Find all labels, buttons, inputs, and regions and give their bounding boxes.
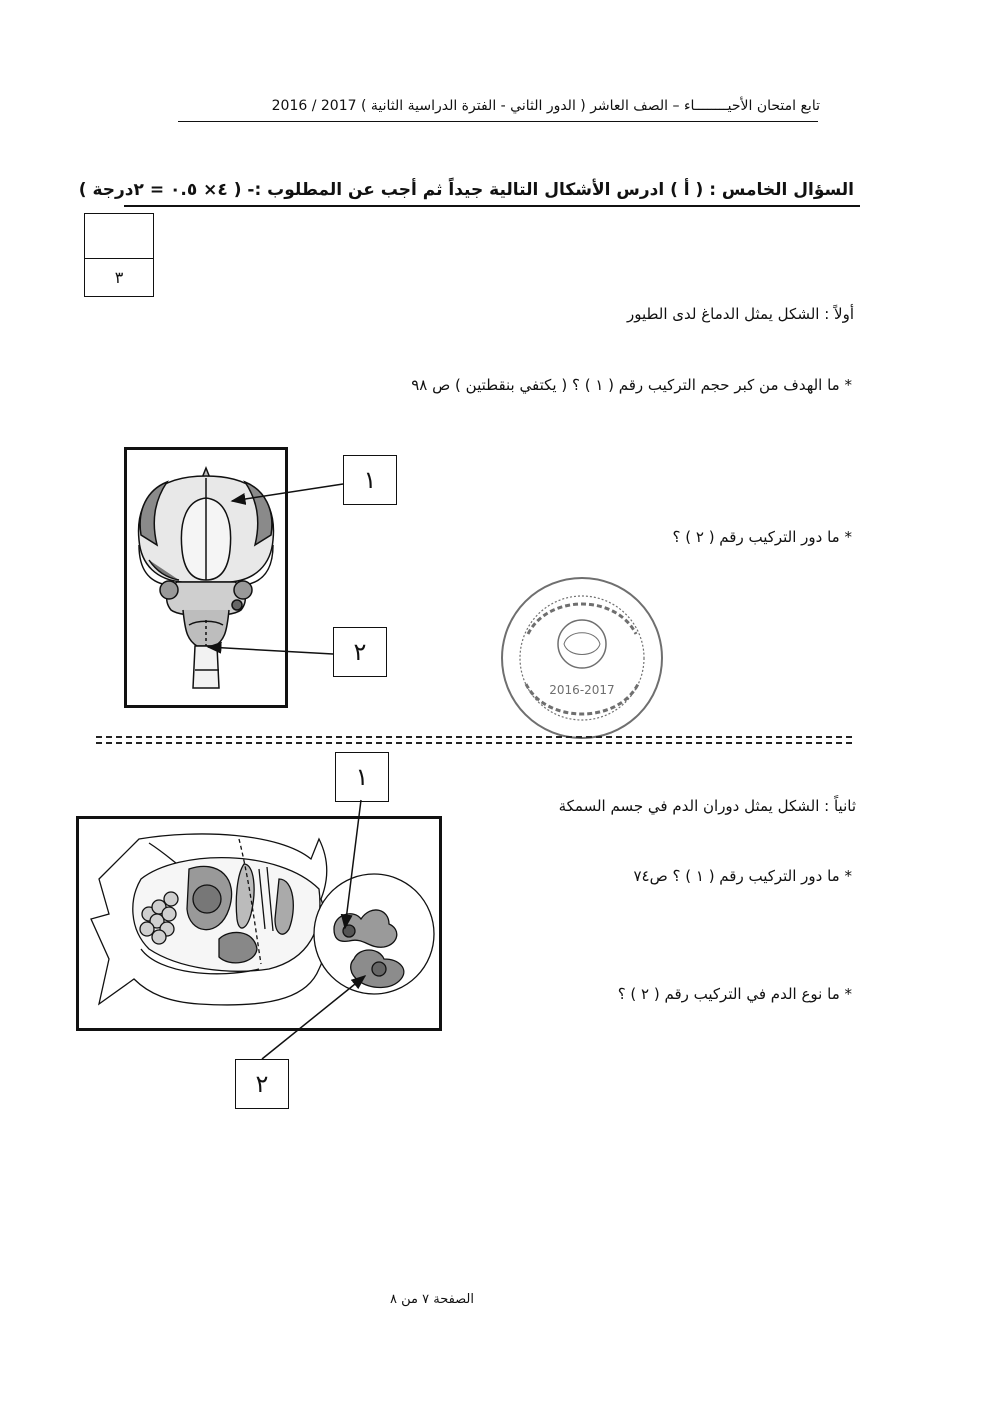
bird-brain-drawing [127, 450, 285, 705]
exam-header: تابع امتحان الأحيــــــــاء – الصف العاشر ( الدور الثاني - الفترة الدراسية الثانية ) 2017 / 2016 [271, 98, 820, 114]
question-title-underline [124, 205, 860, 207]
stamp-year: 2016-2017 [549, 683, 615, 697]
brain-structure-label-1: ١ [343, 455, 397, 505]
score-box-blank [85, 214, 153, 259]
part-one-question-b: * ما دور التركيب رقم ( ٢ ) ؟ [672, 528, 852, 546]
section-divider [96, 736, 852, 744]
fish-circulation-figure [76, 816, 442, 1031]
official-stamp-seal [498, 574, 666, 742]
bird-brain-figure [124, 447, 288, 708]
part-two-question-b: * ما نوع الدم في التركيب رقم ( ٢ ) ؟ [617, 985, 852, 1003]
header-underline [178, 121, 818, 122]
part-one-heading: أولاً : الشكل يمثل الدماغ لدى الطيور [626, 305, 854, 323]
fish-structure-label-2: ٢ [235, 1059, 289, 1109]
score-box-value: ٣ [114, 268, 124, 287]
question-title: السؤال الخامس : ( أ ) ادرس الأشكال التالية جيداً ثم أجب عن المطلوب :- ( ٤× ٠.٥ = ٢درجة ) [78, 180, 854, 200]
score-box [84, 213, 154, 297]
fish-circulation-drawing [79, 819, 439, 1028]
part-two-heading: ثانياً : الشكل يمثل دوران الدم في جسم السمكة [558, 797, 856, 815]
fish-structure-label-1: ١ [335, 752, 389, 802]
page-number: الصفحة ٧ من ٨ [390, 1292, 475, 1307]
part-one-question-a: * ما الهدف من كبر حجم التركيب رقم ( ١ ) ؟ ( يكتفي بنقطتين ) ص ٩٨ [411, 376, 852, 394]
brain-structure-label-2: ٢ [333, 627, 387, 677]
part-two-question-a: * ما دور التركيب رقم ( ١ ) ؟ ص٧٤ [633, 867, 852, 885]
